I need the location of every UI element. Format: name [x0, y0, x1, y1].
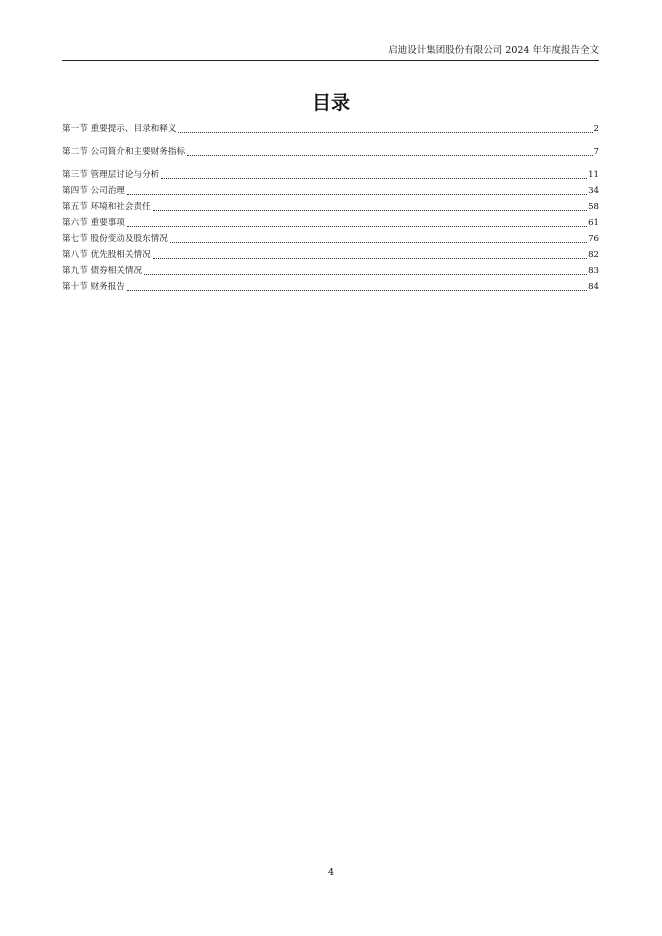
toc-entry-section-4[interactable]	[62, 185, 599, 198]
page-title: 目录	[311, 92, 350, 114]
toc-entry-label: 第六节 重要事项	[62, 218, 125, 228]
page-header	[62, 44, 599, 61]
toc-entry-label: 第七节 股份变动及股东情况	[62, 234, 168, 244]
toc-entry-label: 第八节 优先股相关情况	[62, 250, 151, 260]
toc-entry-label: 第一节 重要提示、目录和释义	[62, 124, 177, 134]
toc-entry-section-6[interactable]	[62, 217, 599, 230]
toc-entry-section-8[interactable]	[62, 249, 599, 262]
toc-entry-section-5[interactable]	[62, 201, 599, 214]
toc-entry-label: 第五节 环境和社会责任	[62, 202, 151, 212]
toc-entry-label: 第二节 公司简介和主要财务指标	[62, 147, 186, 157]
toc-dot-leader	[153, 258, 587, 259]
toc-entry-section-9[interactable]	[62, 265, 599, 278]
toc-dot-leader	[127, 290, 587, 291]
toc-entry-page: 84	[588, 282, 599, 292]
toc-entry-label: 第四节 公司治理	[62, 186, 125, 196]
toc-dot-leader	[161, 178, 587, 179]
toc-entry-page: 76	[588, 234, 599, 244]
toc-entry-page: 11	[588, 170, 599, 180]
toc-entry-page: 7	[593, 147, 599, 157]
toc-entry-label: 第十节 财务报告	[62, 282, 125, 292]
toc-dot-leader	[187, 155, 592, 156]
toc-dot-leader	[127, 194, 587, 195]
header-text: 启迪设计集团股份有限公司 2024 年年度报告全文	[388, 45, 599, 56]
toc-dot-leader	[144, 274, 587, 275]
toc-entry-section-3[interactable]	[62, 169, 599, 182]
toc-dot-leader	[178, 132, 592, 133]
toc-entry-label: 第三节 管理层讨论与分析	[62, 170, 160, 180]
toc-entry-page: 83	[588, 266, 599, 276]
toc-entry-page: 34	[588, 186, 599, 196]
toc-entry-page: 61	[588, 218, 599, 228]
toc-entry-section-2[interactable]	[62, 146, 599, 159]
toc-dot-leader	[170, 242, 587, 243]
toc-dot-leader	[127, 226, 587, 227]
page-number: 4	[327, 867, 335, 878]
toc-entry-section-7[interactable]	[62, 233, 599, 246]
table-of-contents	[62, 119, 599, 294]
toc-entry-page: 82	[588, 250, 599, 260]
toc-dot-leader	[153, 210, 587, 211]
toc-entry-label: 第九节 债券相关情况	[62, 266, 143, 276]
toc-entry-section-1[interactable]	[62, 123, 599, 136]
toc-entry-page: 58	[588, 202, 599, 212]
toc-entry-section-10[interactable]	[62, 281, 599, 294]
toc-entry-page: 2	[593, 124, 599, 134]
